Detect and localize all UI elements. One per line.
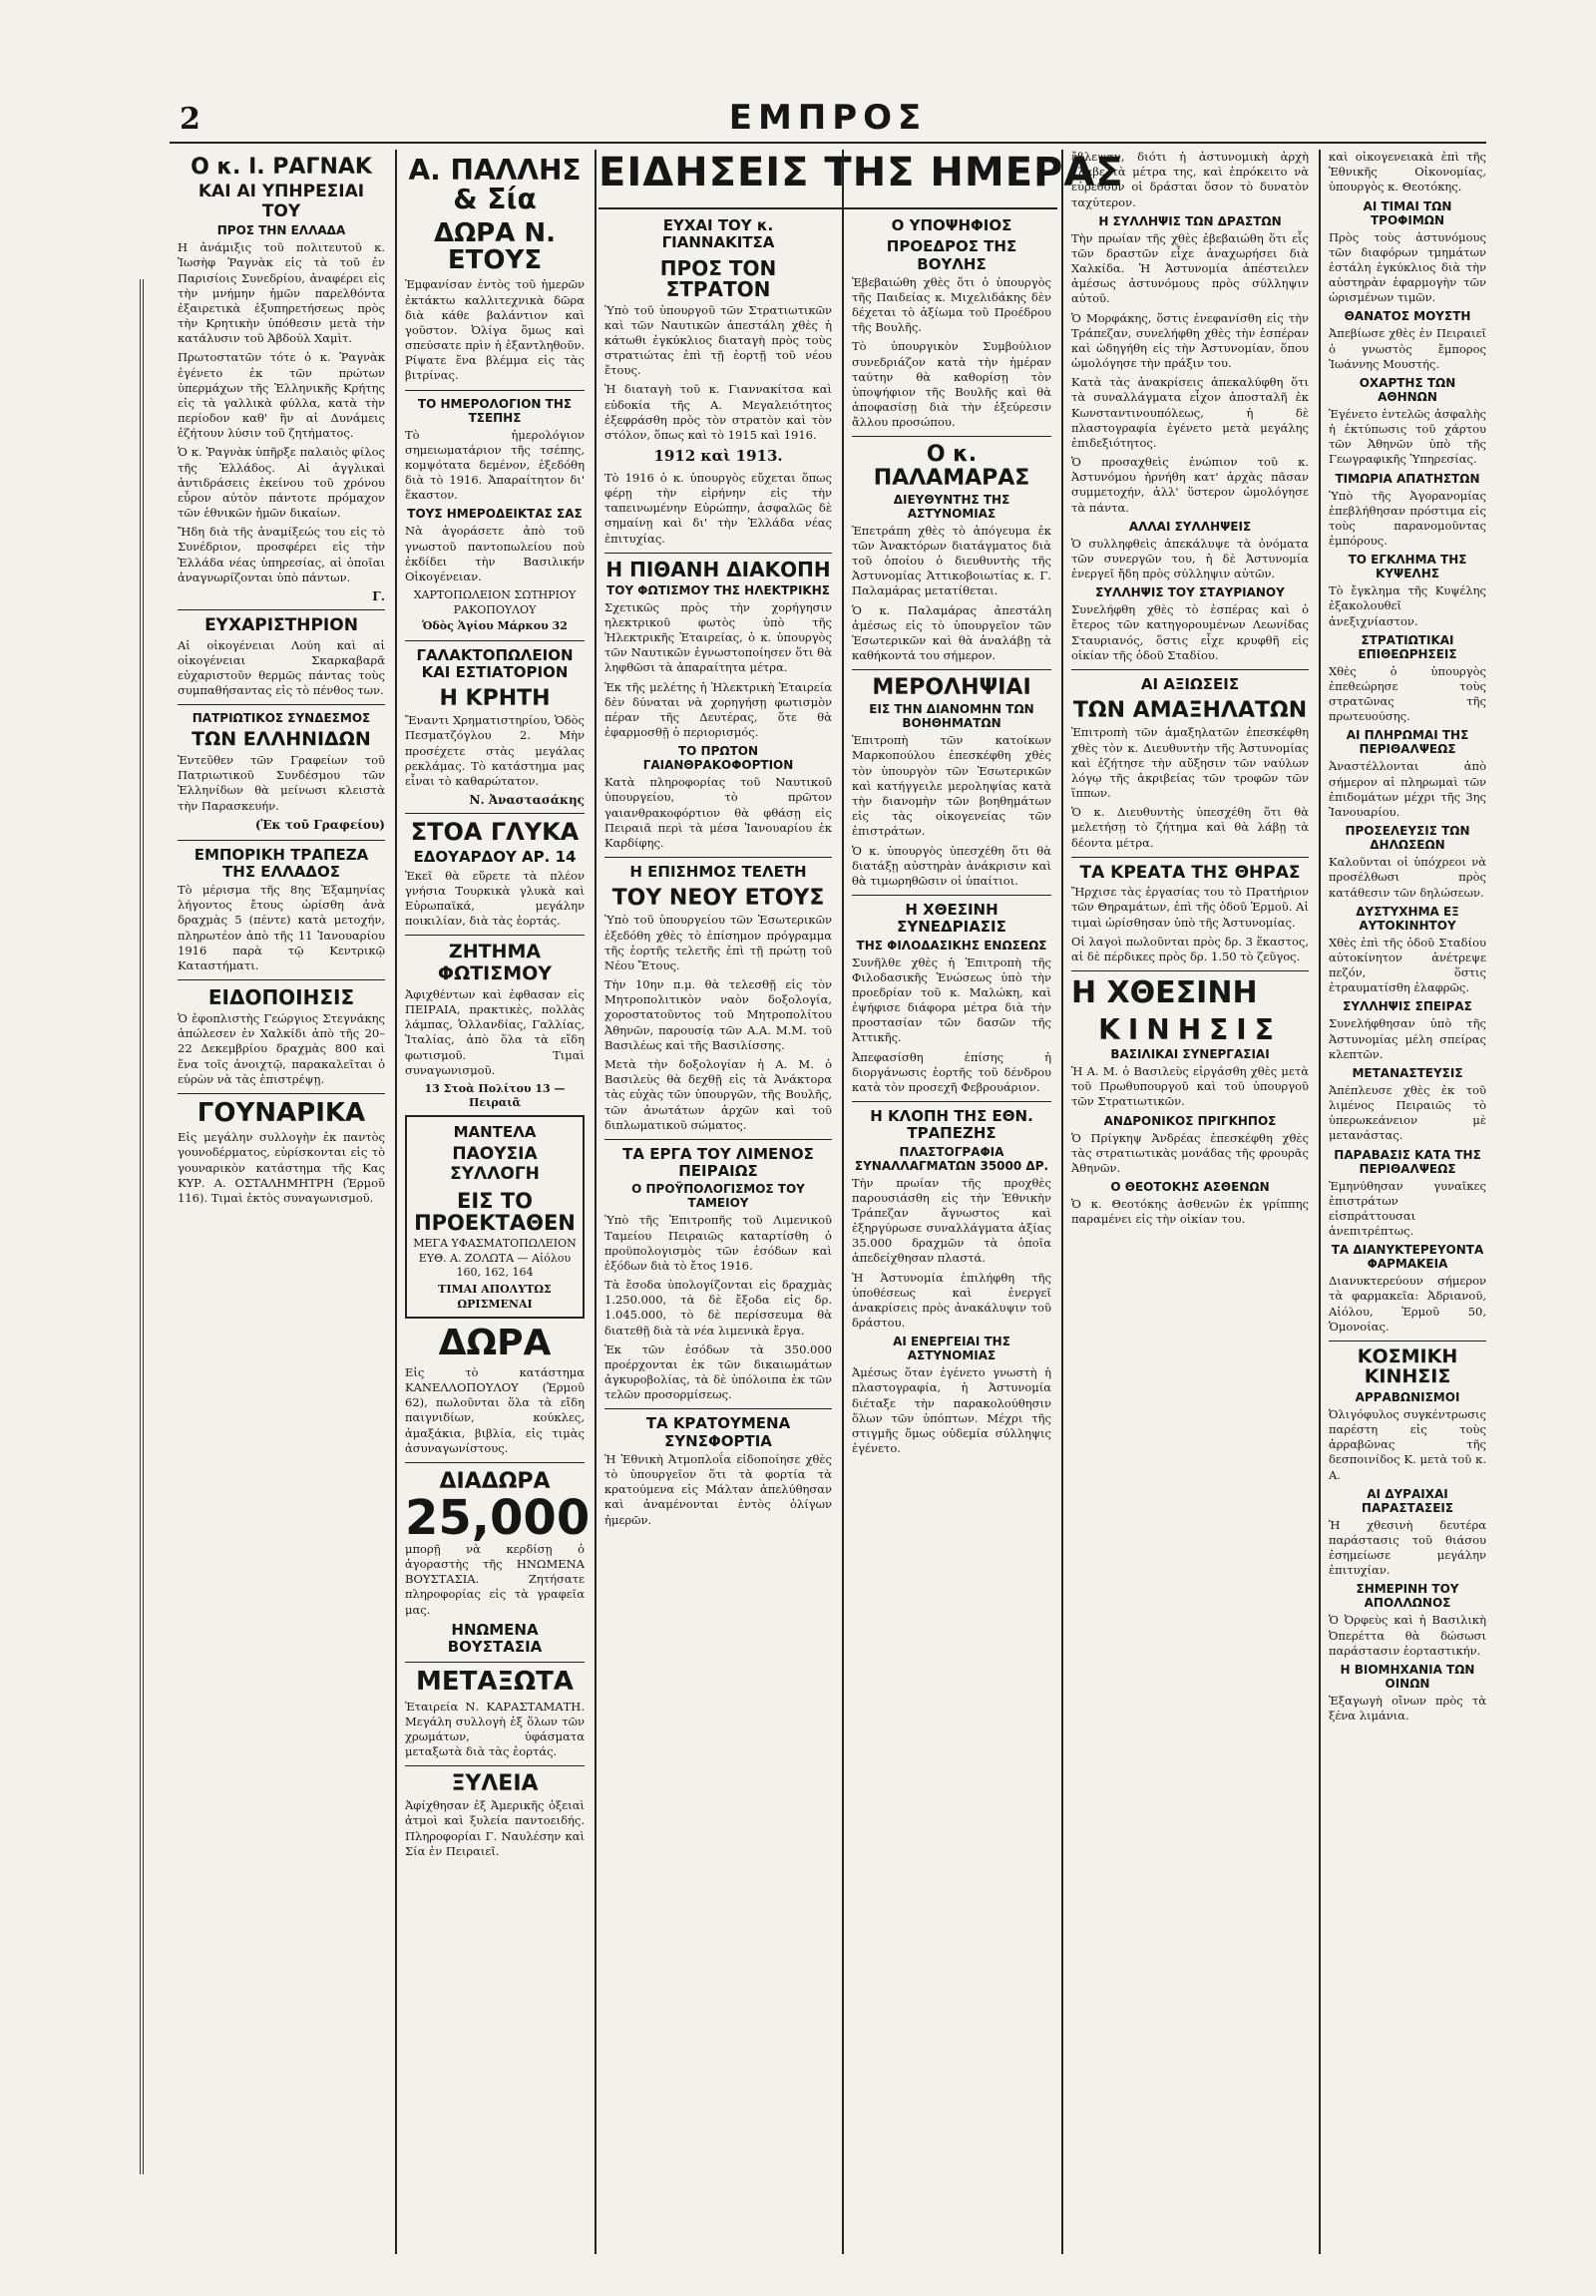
section-headline: ΚΙΝΗΣΙΣ xyxy=(1098,1012,1282,1046)
advert-paragraph: Ἑταιρεία Ν. ΚΑΡΑΣΤΑΜΑΤΗ. Μεγάλη συλλογὴ ἐξ ὅλων τῶν χρωμάτων, ὑφάσματα μεταξωτὰ διὰ τὰς ἑορτάς. xyxy=(405,1699,585,1759)
advert-headline: ΜΑΝΤΕΛΑ xyxy=(453,1123,537,1141)
article-paragraph: Ὁ κ. Διευθυντὴς ὑπεσχέθη ὅτι θὰ μελετήσῃ τὸ ζήτημα καὶ θὰ λάβῃ τὰ δέοντα μέτρα. xyxy=(1071,805,1309,850)
advert-paragraph: Ἀφιχθέντων καὶ ἐφθασαν εἰς ΠΕΙΡΑΙΑ, πρακτικὲς, πολλὰς λάμπας, Ὁλλανδίας, Γαλλίας, Ἰταλίας, ἀπὸ ὅλα τὰ εἴδη φωτισμοῦ. Τιμαὶ συναγωνισμοῦ. xyxy=(405,986,585,1077)
divider xyxy=(178,704,385,705)
article-paragraph: Μετὰ τὴν δοξολογίαν ἡ Α. Μ. ὁ Βασιλεὺς θὰ δεχθῇ εἰς τὰ Ἀνάκτορα τὰς εὐχὰς τῶν ὑπουργῶν, τῆς Βουλῆς, τῶν ἀνωτάτων ἀρχῶν καὶ τοῦ διπλωματικοῦ σώματος. xyxy=(604,1057,832,1132)
article-paragraph: Κατὰ πληροφορίας τοῦ Ναυτικοῦ ὑπουργείου, τὸ πρῶτον γαιανθρακοφόρτιον θὰ φθάσῃ εἰς Πειραιᾶ περὶ τὰ μέσα Ἰανουαρίου ἐκ Καρδίφης. xyxy=(604,775,832,850)
article-headline: ΤΑ ΚΡΑΤΟΥΜΕΝΑ ΣΥΝΣΦΟΡΤΙΑ xyxy=(645,1414,791,1450)
article-paragraph: Ἐκ τῆς μελέτης ἡ Ἠλεκτρικὴ Ἑταιρεία δὲν δύναται νὰ χορηγήσῃ φωτισμὸν πέραν τῆς Δευτέρας, ὅτε θὰ ἐφαρμοσθῇ ὁ περιορισμός. xyxy=(604,679,832,740)
divider xyxy=(405,1765,585,1766)
column-rule xyxy=(395,150,397,2254)
advert-paragraph: Νὰ ἀγοράσετε ἀπὸ τοῦ γνωστοῦ παντοπωλείου ποὺ ἐκδίδει τὴν Βασιλικήν Οἰκογένειαν. xyxy=(405,524,585,583)
article-headline: ΠΑΡΑΒΑΣΙΣ ΚΑΤΑ ΤΗΣ ΠΕΡΙΘΑΛΨΕΩΣ xyxy=(1334,1147,1481,1176)
section-headline: Η ΧΘΕΣΙΝΗ xyxy=(1071,975,1258,1011)
divider xyxy=(1071,970,1309,971)
article-paragraph: Ὁ κ. Παλαμάρας ἀπεστάλη ἀμέσως εἰς τὸ ὑπουργεῖον τῶν Ἐσωτερικῶν καὶ θὰ ἀναλάβῃ τὰ καθήκοντά του σήμερον. xyxy=(852,602,1051,663)
column-2 xyxy=(399,150,591,2254)
article-headline: ΒΑΣΙΛΙΚΑΙ ΣΥΝΕΡΓΑΣΙΑΙ xyxy=(1110,1047,1270,1061)
article-paragraph: Οἱ λαγοὶ πωλοῦνται πρὸς δρ. 3 ἕκαστος, αἱ δὲ πέρδικες πρὸς δρ. 1.50 τὸ ζεῦγος. xyxy=(1071,934,1309,963)
advert-headline: ΠΑΟΥΣΙΑ ΣΥΛΛΟΓΗ xyxy=(450,1144,540,1184)
article-headline: ΤΑ ΕΡΓΑ ΤΟΥ ΛΙΜΕΝΟΣ ΠΕΙΡΑΙΩΣ xyxy=(622,1144,814,1181)
article-headline: ΚΑΙ ΑΙ ΥΠΗΡΕΣΙΑΙ ΤΟΥ xyxy=(198,182,365,221)
article-headline: ΣΥΛΛΗΨΙΣ ΣΠΕΙΡΑΣ xyxy=(1343,999,1472,1014)
divider xyxy=(852,436,1051,437)
article-headline: Η ΧΘΕΣΙΝΗ ΣΥΝΕΔΡΙΑΣΙΣ xyxy=(897,901,1006,937)
article-headline: ΑΛΛΑΙ ΣΥΛΛΗΨΕΙΣ xyxy=(1128,519,1252,534)
advert-address: Ὁδὸς Ἁγίου Μάρκου 32 xyxy=(422,619,568,633)
article-paragraph: Συνῆλθε χθὲς ἡ Ἐπιτροπὴ τῆς Φιλοδασικῆς Ἑνώσεως ὑπὸ τὴν προεδρίαν τοῦ κ. Μαλώκη, καὶ ἐψήφισε διάφορα μέτρα διὰ τὴν προστασίαν τῶν δασῶν τῆς Ἀττικῆς. xyxy=(852,955,1051,1045)
article-headline: ΣΥΛΛΗΨΙΣ ΤΟΥ ΣΤΑΥΡΙΑΝΟΥ xyxy=(1095,585,1285,600)
advert-paragraph: Ἔναντι Χρηματιστηρίου, Ὁδὸς Πεσματζόγλου 2. Μὴν προσέχετε στὰς μεγάλας ρεκλάμας. Τὸ κατάστημα μας εἶναι τὸ καθαρώτατον. xyxy=(405,713,585,788)
article-paragraph: Χθὲς ἐπὶ τῆς ὁδοῦ Σταδίου αὐτοκίνητον ἀνέτρεψε πεζόν, ὅστις ἐτραυματίσθη ἐλαφρῶς. xyxy=(1329,935,1486,995)
article-paragraph: Συνελήφθη χθὲς τὸ ἑσπέρας καὶ ὁ ἔτερος τῶν κατηγορουμένων Λεωνίδας Σταυριανός, ὅστις εἶχε κρυφθῆ εἰς οἰκίαν τῆς ὁδοῦ Σταδίου. xyxy=(1071,602,1309,662)
article-paragraph: Ἐβεβαιώθη χθὲς ὅτι ὁ ὑπουργὸς τῆς Παιδείας κ. Μιχελιδάκης δὲν δέχεται τὸ ἀξίωμα τοῦ Προέδρου τῆς Βουλῆς. xyxy=(852,274,1051,335)
article-headline: ΠΡΟΣ ΤΟΝ ΣΤΡΑΤΟΝ xyxy=(659,255,777,301)
page-number: 2 xyxy=(180,102,200,137)
notice-headline: ΕΥΧΑΡΙΣΤΗΡΙΟΝ xyxy=(204,614,358,635)
article-paragraph: Ἡ Ἀστυνομία ἐπιλήφθη τῆς ὑποθέσεως καὶ ἐνεργεῖ ἀνακρίσεις πρὸς ἀνακάλυψιν τοῦ δράστου. xyxy=(852,1270,1051,1331)
article-headline: ΔΥΣΤΥΧΗΜΑ ΕΞ ΑΥΤΟΚΙΝΗΤΟΥ xyxy=(1356,904,1459,933)
article-paragraph: Ἀπεβίωσε χθὲς ἐν Πειραιεῖ ὁ γνωστὸς ἔμπορος Ἰωάννης Μουστής. xyxy=(1329,326,1486,371)
article-paragraph: Ἀμέσως ὅταν ἐγένετο γνωστὴ ἡ πλαστογραφία, ἡ Ἀστυνομία διέταξε τὴν παρακολούθησιν ὅλων τῶν ὑπόπτων. Μέχρι τῆς στιγμῆς ὅμως οὐδεμία σύλληψις ἐγένετο. xyxy=(852,1365,1051,1456)
divider xyxy=(405,1662,585,1663)
advert-headline: ΕΔΟΥΑΡΔΟΥ ΑΡ. 14 xyxy=(413,848,577,867)
column-6 xyxy=(1323,150,1492,2254)
advert-headline: Α. ΠΑΛΛΗΣ & Σία xyxy=(408,154,582,216)
article-paragraph: Διανυκτερεύουν σήμερον τὰ φαρμακεῖα: Ἀδριανοῦ, Αἰόλου, Ἑρμοῦ 50, Ὁμονοίας. xyxy=(1329,1274,1486,1334)
article-headline: ΤΟΥ ΝΕΟΥ ΕΤΟΥΣ xyxy=(611,886,825,912)
article-paragraph: Τὰ ἔσοδα ὑπολογίζονται εἰς δραχμὰς 1.250.000, τὰ δὲ ἔξοδα εἰς δρ. 1.045.000, τὸ δὲ περίσσευμα θὰ διατεθῇ διὰ τὰ νέα λιμενικὰ ἔργα. xyxy=(604,1278,832,1338)
notice-paragraph: Ὁ ἐφοπλιστὴς Γεώργιος Στεγνάκης ἀπώλεσεν ἐν Χαλκίδι ἀπὸ τῆς 20–22 Δεκεμβρίου δραχμὰς 800 καὶ ἕνα τοῖς ἀνοιχτῷ, παρακαλεῖται ὁ εὑρὼν νὰ τὰς ἐπιστρέψῃ. xyxy=(178,1011,385,1086)
article-paragraph: Ἡ Ἐθνικὴ Ἀτμοπλοΐα εἰδοποίησε χθὲς τὸ ὑπουργεῖον ὅτι τὰ φορτία τὰ κρατούμενα εἰς Μάλταν ἀπελύθησαν καὶ ἀναμένονται ἐντὸς ὀλίγων ἡμερῶν. xyxy=(604,1451,832,1527)
article-paragraph: Ὁ Μορφάκης, ὅστις ἐνεφανίσθη εἰς τὴν Τράπεζαν, συνελήφθη χθὲς τὴν ἑσπέραν καὶ ὡδηγήθη εἰς τὴν Ἀστυνομίαν, ὅπου ὡμολόγησε τὴν πράξιν του. xyxy=(1071,310,1309,371)
advert-headline: ΖΗΤΗΜΑ ΦΩΤΙΣΜΟΥ xyxy=(437,941,553,985)
article-paragraph: Καλοῦνται οἱ ὑπόχρεοι νὰ προσέλθωσι πρὸς κατάθεσιν τῶν δηλώσεων. xyxy=(1329,855,1486,900)
article-paragraph: Ἐπετράπη χθὲς τὸ ἀπόγευμα ἐκ τῶν Ἀνακτόρων διατάγματος διὰ τοῦ ὁποίου ὁ διευθυντὴς τῆς Ἀστυνομίας Ἀττικοβοιωτίας κ. Γ. Παλαμάρας μετατίθεται. xyxy=(852,523,1051,598)
article-headline: ΑΝΔΡΟΝΙΚΟΣ ΠΡΙΓΚΗΠΟΣ xyxy=(1103,1113,1277,1128)
advert-headline: ΔΙΑΔΩΡΑ xyxy=(439,1468,551,1494)
advert-headline: ΣΤΟΑ ΓΛΥΚΑ xyxy=(410,818,580,847)
divider xyxy=(405,813,585,814)
article-paragraph: Τὸ ἔγκλημα τῆς Κυψέλης ἐξακολουθεῖ ἀνεξιχνίαστον. xyxy=(1329,583,1486,628)
article-paragraph: Ἀναστέλλονται ἀπὸ σήμερον αἱ πληρωμαὶ τῶν ἐπιδομάτων μέχρι τῆς 3ης Ἰανουαρίου. xyxy=(1329,759,1486,819)
article-subheadline: Ο ΠΡΟΫΠΟΛΟΓΙΣΜΟΣ ΤΟΥ ΤΑΜΕΙΟΥ xyxy=(631,1182,805,1211)
notice-paragraph: Ἐντεῦθεν τῶν Γραφείων τοῦ Πατριωτικοῦ Συνδέσμου τῶν Ἑλληνίδων θὰ μείνωσι κλειστὰ τὴν Παρασκευήν. xyxy=(178,753,385,813)
article-headline: Η ΒΙΟΜΗΧΑΝΙΑ ΤΩΝ ΟΙΝΩΝ xyxy=(1340,1662,1475,1691)
divider xyxy=(405,1462,585,1463)
article-paragraph: Τὸ 1916 ὁ κ. ὑπουργὸς εὔχεται ὅπως φέρῃ τὴν εἰρήνην εἰς τὴν ταπεινωμένην Εὐρώπην, ἀσφαλῶς δὲ σημαίνῃ καὶ δι' τὴν Ἑλλάδα νέας ἐπιτυχίας. xyxy=(604,470,832,546)
advert-headline: ΔΩΡΑ xyxy=(438,1323,552,1364)
advert-headline: ΓΑΛΑΚΤΟΠΩΛΕΙΟΝ ΚΑΙ ΕΣΤΙΑΤΟΡΙΟΝ xyxy=(416,645,574,681)
notice-paragraph: Τὸ μέρισμα τῆς 8ης Ἐξαμηνίας λήγοντος ἔτους ὡρίσθη ἀνὰ δραχμὰς 5 (πέντε) κατὰ μετοχήν, πληρωτέον ἀπὸ τῆς 11 Ἰανουαρίου 1916 παρὰ τῷ Κεντρικῷ Καταστήματι. xyxy=(178,883,385,972)
article-headline: ΑΡΡΑΒΩΝΙΣΜΟΙ xyxy=(1355,1389,1460,1404)
article-headline: ΜΕΡΟΛΗΨΙΑΙ xyxy=(872,675,1031,701)
article-headline: ΤΩΝ ΑΜΑΞΗΛΑΤΩΝ xyxy=(1072,698,1308,724)
divider xyxy=(604,553,832,554)
divider xyxy=(405,390,585,391)
article-paragraph: Τὴν πρωίαν τῆς χθὲς ἐβεβαιώθη ὅτι εἷς τῶν δραστῶν εἶχε ἀναχωρήσει διὰ Χαλκίδα. Ἡ Ἀστυνομία ἀπέστειλεν ἀμέσως ἀστυνόμους πρὸς σύλληψιν αὐτοῦ. xyxy=(1071,230,1309,306)
article-headline: ΣΤΡΑΤΙΩΤΙΚΑΙ ΕΠΙΘΕΩΡΗΣΕΙΣ xyxy=(1358,632,1457,661)
article-paragraph: Ὀλιγόφυλος συγκέντρωσις παρέστη εἰς τοὺς ἀρραβῶνας τῆς δεσποινίδος Κ. μετὰ τοῦ κ. Α. xyxy=(1329,1406,1486,1482)
advert-headline: ΕΙΣ ΤΟ ΠΡΟΕΚΤΑΘΕΝ xyxy=(414,1189,576,1236)
article-headline: ΑΙ ΔΥΡΑΙΧΑΙ ΠΑΡΑΣΤΑΣΕΙΣ xyxy=(1361,1486,1454,1515)
article-headline: Η ΕΠΙΣΗΜΟΣ ΤΕΛΕΤΗ xyxy=(629,863,807,882)
column-5 xyxy=(1065,150,1315,2254)
article-headline: ΑΙ ΑΞΙΩΣΕΙΣ xyxy=(1140,674,1240,693)
article-paragraph: Ὁ προσαχθεὶς ἐνώπιον τοῦ κ. Ἀστυνόμου ἠρνήθη κατ' ἀρχὰς πᾶσαν συμμετοχήν, ἀλλ' ὕστερον ὡμολόγησε τὰ πάντα. xyxy=(1071,455,1309,515)
article-paragraph: Τὸ ὑπουργικὸν Συμβούλιον συνεδριάζον κατὰ τὴν ἡμέραν ταύτην θὰ καθορίσῃ τὸν ὑποψήφιον τῆς Βουλῆς καὶ θὰ ἀποφασίσῃ διὰ τὴν ἐξεύρεσιν ἄλλου προσώπου. xyxy=(852,339,1051,430)
notice-headline: ΤΩΝ ΕΛΛΗΝΙΔΩΝ xyxy=(192,728,371,751)
article-headline: ΟΧΑΡΤΗΣ ΤΩΝ ΑΘΗΝΩΝ xyxy=(1359,375,1456,404)
column-rule xyxy=(842,150,844,2254)
binding-edge xyxy=(140,279,152,2174)
advert-paragraph: Τὸ ἡμερολόγιον σημειωματάριον τῆς τσέπης, κομψότατα δεμένον, ἐξεδόθη διὰ τὸ 1916. Ἀπαραίτητον δι' ἕκαστον. xyxy=(405,427,585,503)
article-years: 1912 καὶ 1913. xyxy=(653,447,783,466)
divider xyxy=(604,1408,832,1409)
article-paragraph: Ἐμηνύθησαν γυναῖκες ἐπιστράτων εἰσπράττουσαι ἀνεπιτρέπτως. xyxy=(1329,1178,1486,1239)
notice-headline: ΕΙΔΟΠΟΙΗΣΙΣ xyxy=(207,985,355,1010)
article-paragraph: Κατὰ τὰς ἀνακρίσεις ἀπεκαλύφθη ὅτι τὰ συναλλάγματα εἶχον ἀποσταλῆ ἐκ Κωνσταντινουπόλεως, ἡ δὲ πλαστογραφία ἐγένετο μετὰ μεγάλης ἐπιδεξιότητος. xyxy=(1071,375,1309,450)
advert-headline: ΔΩΡΑ Ν. ΕΤΟΥΣ xyxy=(433,217,557,276)
article-paragraph: Ὁ κ. Θεοτόκης ἀσθενῶν ἐκ γρίππης παραμένει εἰς τὴν οἰκίαν του. xyxy=(1071,1197,1309,1227)
article-paragraph: ἔβλεψαν, διότι ἡ ἀστυνομικὴ ἀρχὴ ἔλαβε τὰ μέτρα της, καὶ ἐπρόκειτο νὰ εὑρεθοῦν οἱ δράσται ὅσον τὸ δυνατὸν ταχύτερον. xyxy=(1071,150,1309,209)
advert-headline: ΤΟΥΣ ΗΜΕΡΟΔΕΙΚΤΑΣ ΣΑΣ xyxy=(407,507,583,522)
divider xyxy=(178,1093,385,1094)
advert-headline: ΞΥΛΕΙΑ xyxy=(451,1771,539,1797)
article-paragraph: Ὑπὸ τοῦ ὑπουργοῦ τῶν Στρατιωτικῶν καὶ τῶν Ναυτικῶν ἀπεστάλη χθὲς ἡ κάτωθι ἐγκύκλιος διαταγὴ πρὸς τοὺς στρατιώτας ἐπὶ τῇ ἑορτῇ τοῦ νέου ἔτους. xyxy=(604,302,832,378)
article-headline: Η ΚΛΟΠΗ ΤΗΣ ΕΘΝ. ΤΡΑΠΕΖΗΣ xyxy=(870,1107,1033,1143)
divider xyxy=(405,935,585,936)
article-paragraph: Ὁ κ. Ῥαγνὰκ ὑπῆρξε παλαιὸς φίλος τῆς Ἑλλάδος. Αἱ ἀγγλικαὶ ἀντιδράσεις ἐκείνου τοῦ χρόνου εὗρον αὐτὸν πάντοτε πρόμαχον τῶν ἐθνικῶν ἡμῶν δικαίων. xyxy=(178,445,385,521)
divider xyxy=(604,1139,832,1140)
article-paragraph: Πρὸς τοὺς ἀστυνόμους τῶν διαφόρων τμημάτων ἐστάλη ἐγκύκλιος διὰ τὴν αὐστηρὰν ἐφαρμογὴν τῶν ὡρισμένων τιμῶν. xyxy=(1329,229,1486,305)
article-paragraph: Ὑπὸ τοῦ ὑπουργείου τῶν Ἐσωτερικῶν ἐξεδόθη χθὲς τὸ ἐπίσημον πρόγραμμα τῆς ἐορτῆς τελετῆς ἐπὶ τῇ πρώτῃ τοῦ Νέου Ἔτους. xyxy=(604,913,832,972)
section-headline: ΚΟΣΜΙΚΗ ΚΙΝΗΣΙΣ xyxy=(1357,1344,1458,1387)
article-headline: ΑΙ ΤΙΜΑΙ ΤΩΝ ΤΡΟΦΙΜΩΝ xyxy=(1363,198,1452,227)
article-headline: ΤΟ ΠΡΩΤΟΝ ΓΑΙΑΝΘΡΑΚΟΦΟΡΤΙΟΝ xyxy=(642,744,794,773)
article-paragraph: Ἐπιτροπὴ τῶν ἀμαξηλατῶν ἐπεσκέφθη χθὲς τὸν κ. Διευθυντὴν τῆς Ἀστυνομίας καὶ ἐζήτησε τὴν αὔξησιν τῶν ναύλων λόγῳ τῆς ἀκριβείας τῶν τροφῶν τῶν ἵππων. xyxy=(1071,725,1309,801)
article-headline: Ο κ. ΠΑΛΑΜΑΡΑΣ xyxy=(873,442,1030,491)
article-subheadline: ΑΙ ΕΝΕΡΓΕΙΑΙ ΤΗΣ ΑΣΤΥΝΟΜΙΑΣ xyxy=(893,1335,1010,1363)
article-headline: ΤΙΜΩΡΙΑ ΑΠΑΤΗΣΤΩΝ xyxy=(1335,471,1480,486)
advert-paragraph: Ἐμφανίσαν ἐντὸς τοῦ ἡμερῶν ἐκτάκτω καλλιτεχνικὰ δῶρα διὰ κάθε βαλάντιον καὶ γοῦστον. Ὀλίγα ὅμως καὶ σπεύσατε πρὶν ἡ ἐξαντληθοῦν. Ρίψατε ἕνα βλέμμα εἰς τὰς βιτρίνας. xyxy=(405,277,585,383)
article-headline: Η ΣΥΛΛΗΨΙΣ ΤΩΝ ΔΡΑΣΤΩΝ xyxy=(1098,213,1282,228)
article-paragraph: Ἐξαγωγὴ οἴνων πρὸς τὰ ξένα λιμάνια. xyxy=(1329,1693,1486,1723)
article-headline: ΕΥΧΑΙ ΤΟΥ κ. ΓΙΑΝΝΑΚΙΤΣΑ xyxy=(661,216,775,252)
article-headline: ΑΙ ΠΛΗΡΩΜΑΙ ΤΗΣ ΠΕΡΙΘΑΛΨΕΩΣ xyxy=(1346,728,1469,757)
article-headline: Ο ΥΠΟΨΗΦΙΟΣ xyxy=(891,216,1012,234)
article-headline: ΠΡΟΣΕΛΕΥΣΙΣ ΤΩΝ ΔΗΛΩΣΕΩΝ xyxy=(1345,824,1470,853)
notice-headline: ΕΜΠΟΡΙΚΗ ΤΡΑΠΕΖΑ ΤΗΣ ΕΛΛΑΔΟΣ xyxy=(194,845,369,881)
advert-signature: Ν. Ἀναστασάκης xyxy=(469,793,585,808)
notice-headline: ΠΑΤΡΙΩΤΙΚΟΣ ΣΥΝΔΕΣΜΟΣ xyxy=(192,711,371,726)
article-paragraph: Συνελήφθησαν ὑπὸ τῆς Ἀστυνομίας μέλη σπείρας κλεπτῶν. xyxy=(1329,1016,1486,1061)
advert-headline: Η ΚΡΗΤΗ xyxy=(439,686,551,712)
article-paragraph: Ὁ Πρίγκηψ Ἀνδρέας ἐπεσκέφθη χθὲς τὰς στρατιωτικὰς μονάδας τῆς φρουρᾶς Ἀθηνῶν. xyxy=(1071,1130,1309,1175)
article-paragraph: Ἐπιτροπὴ τῶν κατοίκων Μαρκοπούλου ἐπεσκέφθη χθὲς τὸν ὑπουργὸν τῶν Ἐσωτερικῶν καὶ κατήγγειλε μεροληψίας κατὰ τὴν διανομὴν τῶν βοηθημάτων εἰς τὰς οἰκογενείας τῶν ἐπιστράτων. xyxy=(852,733,1051,839)
divider xyxy=(178,609,385,610)
divider xyxy=(852,669,1051,670)
divider xyxy=(178,840,385,841)
advert-paragraph: Ἀφίχθησαν ἐξ Ἀμερικῆς ὀξειαὶ ἀτμοὶ καὶ ξυλεία παντοειδής. Πληροφορίαι Γ. Ναυλέσην καὶ Σία ἐν Πειραιεῖ. xyxy=(405,1798,585,1858)
article-paragraph: Χθὲς ὁ ὑπουργὸς ἐπεθεώρησε τοὺς στρατῶνας τῆς πρωτευούσης. xyxy=(1329,663,1486,724)
article-headline: ΤΑ ΚΡΕΑΤΑ ΤΗΣ ΘΗΡΑΣ xyxy=(1079,862,1301,883)
article-paragraph: Τὴν πρωίαν τῆς προχθὲς παρουσιάσθη εἰς τὴν Ἐθνικὴν Τράπεζαν ἄγνωστος καὶ ἐξηργύρωσε συναλλάγματα ἀξίας 35.000 δραχμῶν τὰ ὁποῖα ἀπεδείχθησαν πλαστά. xyxy=(852,1175,1051,1266)
advert-amount: 25,000 xyxy=(405,1489,591,1546)
column-rule xyxy=(1061,150,1063,2254)
advert-shop-name: ΧΑΡΤΟΠΩΛΕΙΟΝ ΣΩΤΗΡΙΟΥ ΡΑΚΟΠΟΥΛΟΥ xyxy=(413,588,577,616)
divider xyxy=(1329,1340,1486,1341)
article-paragraph: Πρωτοστατῶν τότε ὁ κ. Ῥαγνὰκ ἐγένετο ἐκ τῶν πρώτων ὑπερμάχων τῆς Ἑλληνικῆς Κρήτης εἰς τὰ γαλλικὰ φύλλα, κατὰ τὴν περίοδον καθ' ἣν αἱ Δυνάμεις ἐζήτουν λύσιν τοῦ ζητήματος. xyxy=(178,350,385,441)
article-subheadline: ΤΟΥ ΦΩΤΙΣΜΟΥ ΤΗΣ ΗΛΕΚΤΡΙΚΗΣ xyxy=(606,582,830,597)
article-paragraph: Ἀπεφασίσθη ἐπίσης ἡ διοργάνωσις ἑορτῆς τοῦ δένδρου κατὰ τὸν προσεχῆ Φεβρουάριον. xyxy=(852,1049,1051,1094)
article-paragraph: Ὁ συλληφθεὶς ἀπεκάλυψε τὰ ὀνόματα τῶν συνεργῶν του, ἡ δὲ Ἀστυνομία ἐνεργεῖ ἤδη πρὸς σύλληψιν αὐτῶν. xyxy=(1071,536,1309,581)
divider xyxy=(604,857,832,858)
article-subheadline: ΕΙΣ ΤΗΝ ΔΙΑΝΟΜΗΝ ΤΩΝ ΒΟΗΘΗΜΑΤΩΝ xyxy=(869,702,1034,731)
article-paragraph: Σχετικῶς πρὸς τὴν χορήγησιν ηλεκτρικοῦ φωτὸς ὑπὸ τῆς Ἠλεκτρικῆς Ἑταιρείας, ὁ κ. ὑπουργὸς τῶν Ναυτικῶν ἐγνωστοποίησεν ὅτι θὰ ληφθῶσι τὰ ἀπαραίτητα μέτρα. xyxy=(604,599,832,675)
article-paragraph: Ὁ Ὀρφεὺς καὶ ἡ Βασιλικὴ Ὀπερέττα θὰ δώσωσι παράστασιν ἑορταστικήν. xyxy=(1329,1613,1486,1658)
advert-paragraph: μπορῇ νὰ κερδίσῃ ὁ ἀγοραστὴς τῆς ΗΝΩΜΕΝΑ ΒΟΥΣΤΑΣΙΑ. Ζητήσατε πληροφορίας εἰς τὰ γραφεῖα μας. xyxy=(405,1541,585,1617)
column-4 xyxy=(846,213,1057,2296)
article-headline: ΘΑΝΑΤΟΣ ΜΟΥΣΤΗ xyxy=(1344,309,1471,324)
article-headline: Ο ΘΕΟΤΟΚΗΣ ΑΣΘΕΝΩΝ xyxy=(1110,1180,1270,1195)
article-paragraph: Ἡ Α. Μ. ὁ Βασιλεὺς εἰργάσθη χθὲς μετὰ τοῦ Πρωθυπουργοῦ καὶ τοῦ ὑπουργοῦ τῶν Στρατιωτικῶν. xyxy=(1071,1064,1309,1109)
article-paragraph: Ἡ χθεσινὴ δευτέρα παράστασις τοῦ θιάσου ἐσημείωσε μεγάλην ἐπιτυχίαν. xyxy=(1329,1517,1486,1578)
article-paragraph: Ἤρχισε τὰς ἐργασίας του τὸ Πρατήριον τῶν Θηραμάτων, ἐπὶ τῆς ὁδοῦ Ἑρμοῦ. Αἱ τιμαὶ ὡρίσθησαν ὑπὸ τῆς Ἀστυνομίας. xyxy=(1071,885,1309,930)
advert-headline: ΓΟΥΝΑΡΙΚΑ xyxy=(197,1097,366,1128)
article-subheadline: ΤΗΣ ΦΙΛΟΔΑΣΙΚΗΣ ΕΝΩΣΕΩΣ xyxy=(856,938,1047,953)
divider xyxy=(1071,857,1309,858)
advert-paragraph: Εἰς μεγάλην συλλογὴν ἐκ παντὸς γουνοδέρματος, εὑρίσκονται εἰς τὸ γουναρικὸν κατάστημα τῆς Κας ΚΥΡ. Α. ΟΣΤΑΛΗΜΗΤΡΗ (Ἑρμοῦ 116). Τιμαὶ ἐκτὸς συναγωνισμοῦ. xyxy=(178,1130,385,1205)
advert-headline: ΤΟ ΗΜΕΡΟΛΟΓΙΟΝ ΤΗΣ ΤΣΕΠΗΣ xyxy=(417,396,573,425)
article-subheadline: ΔΙΕΥΘΥΝΤΗΣ ΤΗΣ ΑΣΤΥΝΟΜΙΑΣ xyxy=(893,492,1010,521)
article-headline: ΜΕΤΑΝΑΣΤΕΥΣΙΣ xyxy=(1352,1065,1463,1080)
newspaper-title: ΕΜΠΡΟΣ xyxy=(728,98,928,138)
article-paragraph: καὶ οἰκογενειακὰ ἐπὶ τῆς Ἐθνικῆς Οἰκονομίας, ὑπουργὸς κ. Θεοτόκης. xyxy=(1329,150,1486,194)
masthead xyxy=(170,96,1486,144)
advert-box xyxy=(405,1115,585,1319)
advert-paragraph: Ἐκεῖ θὰ εὕρετε τὰ πλέον γνήσια Τουρκικὰ γλυκὰ καὶ Εὐρωπαϊκά, μεγάλην ποικιλίαν, διὰ τὰς ἑορτάς. xyxy=(405,868,585,929)
article-subheadline: ΠΛΑΣΤΟΓΡΑΦΙΑ ΣΥΝΑΛΛΑΓΜΑΤΩΝ 35000 ΔΡ. xyxy=(854,1144,1049,1173)
column-rule xyxy=(1319,150,1321,2254)
divider xyxy=(405,640,585,641)
article-paragraph: Ἐγένετο ἐντελῶς ἀσφαλὴς ἡ ἐκτύπωσις τοῦ χάρτου τῶν Ἀθηνῶν ὑπὸ τῆς Γεωγραφικῆς Ὑπηρεσίας. xyxy=(1329,406,1486,467)
divider xyxy=(178,979,385,980)
article-paragraph: Ὁ κ. ὑπουργὸς ὑπεσχέθη ὅτι θὰ διατάξῃ αὐστηρὰν ἀνάκρισιν καὶ θὰ τιμωρηθῶσιν οἱ ὑπαίτιοι. xyxy=(852,843,1051,888)
notice-paragraph: Αἱ οἰκογένειαι Λούη καὶ αἱ οἰκογένειαι Σκαρκαβαρᾶ εὐχαριστοῦν θερμῶς πάντας τοὺς συμπαθήσαντας εἰς τὸ πένθος των. xyxy=(178,637,385,698)
article-paragraph: Ἀπέπλευσε χθὲς ἐκ τοῦ λιμένος Πειραιῶς τὸ ὑπερωκεάνειον μὲ μετανάστας. xyxy=(1329,1082,1486,1143)
article-headline: ΠΡΟΕΔΡΟΣ ΤΗΣ ΒΟΥΛΗΣ xyxy=(886,237,1017,273)
column-1 xyxy=(172,150,391,2254)
article-paragraph: Ἐκ τῶν ἐσόδων τὰ 350.000 προέρχονται ἐκ τῶν δικαιωμάτων ἀγκυροβολίας, τὰ δὲ ὑπόλοιπα ἐκ τῶν τελῶν προσορμίσεως. xyxy=(604,1341,832,1402)
column-3 xyxy=(598,213,838,2296)
article-headline: Η ΠΙΘΑΝΗ ΔΙΑΚΟΠΗ xyxy=(605,557,831,581)
divider xyxy=(1071,669,1309,670)
advert-paragraph: ΜΕΓΑ ΥΦΑΣΜΑΤΟΠΩΛΕΙΟΝ ΕΥΘ. Α. ΖΟΛΩΤΑ — Αἰόλου 160, 162, 164 xyxy=(413,1237,577,1280)
column-rule xyxy=(595,150,597,2254)
advert-headline: ΜΕΤΑΞΩΤΑ xyxy=(416,1667,574,1698)
front-headline: ΕΙΔΗΣΕΙΣ ΤΗΣ ΗΜΕΡΑΣ xyxy=(598,150,1057,209)
article-signature: Γ. xyxy=(372,588,385,603)
divider xyxy=(852,895,1051,896)
article-headline: ΣΗΜΕΡΙΝΗ ΤΟΥ ΑΠΟΛΛΩΝΟΣ xyxy=(1356,1582,1459,1611)
advert-paragraph: ΤΙΜΑΙ ΑΠΟΛΥΤΩΣ ΩΡΙΣΜΕΝΑΙ xyxy=(438,1282,552,1311)
article-subheadline: ΠΡΟΣ ΤΗΝ ΕΛΛΑΔΑ xyxy=(216,223,346,238)
article-headline: ΤΑ ΔΙΑΝΥΚΤΕΡΕΥΟΝΤΑ ΦΑΡΜΑΚΕΙΑ xyxy=(1331,1243,1484,1272)
article-headline: Ο κ. Ι. ΡΑΓΝΑΚ xyxy=(191,155,372,180)
advert-headline: ΗΝΩΜΕΝΑ ΒΟΥΣΤΑΣΙΑ xyxy=(447,1620,543,1656)
divider xyxy=(852,1101,1051,1102)
advert-address: 13 Στοὰ Πολίτου 13 — Πειραιᾶ xyxy=(424,1081,566,1110)
article-paragraph: Ὑπὸ τῆς Ἐπιτροπῆς τοῦ Λιμενικοῦ Ταμείου Πειραιῶς καταρτίσθη ὁ προϋπολογισμὸς τῶν ἐσόδων καὶ ἐξόδων διὰ τὸ ἔτος 1916. xyxy=(604,1213,832,1273)
advert-paragraph: Εἰς τὸ κατάστημα ΚΑΝΕΛΛΟΠΟΥΛΟΥ (Ἑρμοῦ 62), πωλοῦνται ὅλα τὰ εἴδη παιγνιδίων, κούκλες, ἀμαξάκια, βιβλία, εἰς τιμὰς ἀσυναγωνίστους. xyxy=(405,1364,585,1455)
article-paragraph: Η ἀνάμιξις τοῦ πολιτευτοῦ κ. Ἰωσὴφ Ῥαγνὰκ εἰς τὰ τοῦ ἐν Παρισίοις Συνεδρίου, ἀναφέρει εἰς τὴν μνήμην ἡμῶν παρελθόντα ἐξαιρετικὰ ἐξυπηρετήσεως πρὸς τὴν Κρητικὴν ὑπόθεσιν μετὰ τὴν κατάλυσιν τοῦ Ἀβδούλ Χαμὶτ. xyxy=(178,240,385,346)
article-headline: ΤΟ ΕΓΚΛΗΜΑ ΤΗΣ ΚΥΨΕΛΗΣ xyxy=(1348,553,1467,581)
notice-source: (Ἐκ τοῦ Γραφείου) xyxy=(254,817,385,832)
article-paragraph: Ἡ διαταγὴ τοῦ κ. Γιαννακίτσα καὶ εὐδοκία τῆς Α. Μεγαλειότητος ἐξεφράσθη πρὸς τὸν στρατὸν καὶ τὸν στόλον, ὅπως καὶ τὸ 1915 καὶ 1916. xyxy=(604,382,832,442)
article-paragraph: Τὴν 10ην π.μ. θὰ τελεσθῇ εἰς τὸν Μητροπολιτικὸν ναὸν δοξολογία, χοροστατοῦντος τοῦ Μητροπολίτου Ἀθηνῶν, παρουσίᾳ τῶν Α.Α. Μ.Μ. τοῦ Βασιλέως καὶ τῆς Βασιλίσσης. xyxy=(604,977,832,1052)
article-paragraph: Ὑπὸ τῆς Ἀγορανομίας ἐπεβλήθησαν πρόστιμα εἰς τοὺς παρανομοῦντας ἐμπόρους. xyxy=(1329,488,1486,549)
article-paragraph: Ἤδη διὰ τῆς ἀναμίξεώς του εἰς τὸ Συνέδριον, προσφέρει εἰς τὴν Ἑλλάδα νέας ὑπηρεσίας, αἱ ὁποῖαι ἀναγνωρίζονται ὑπὸ πάντων. xyxy=(178,525,385,584)
